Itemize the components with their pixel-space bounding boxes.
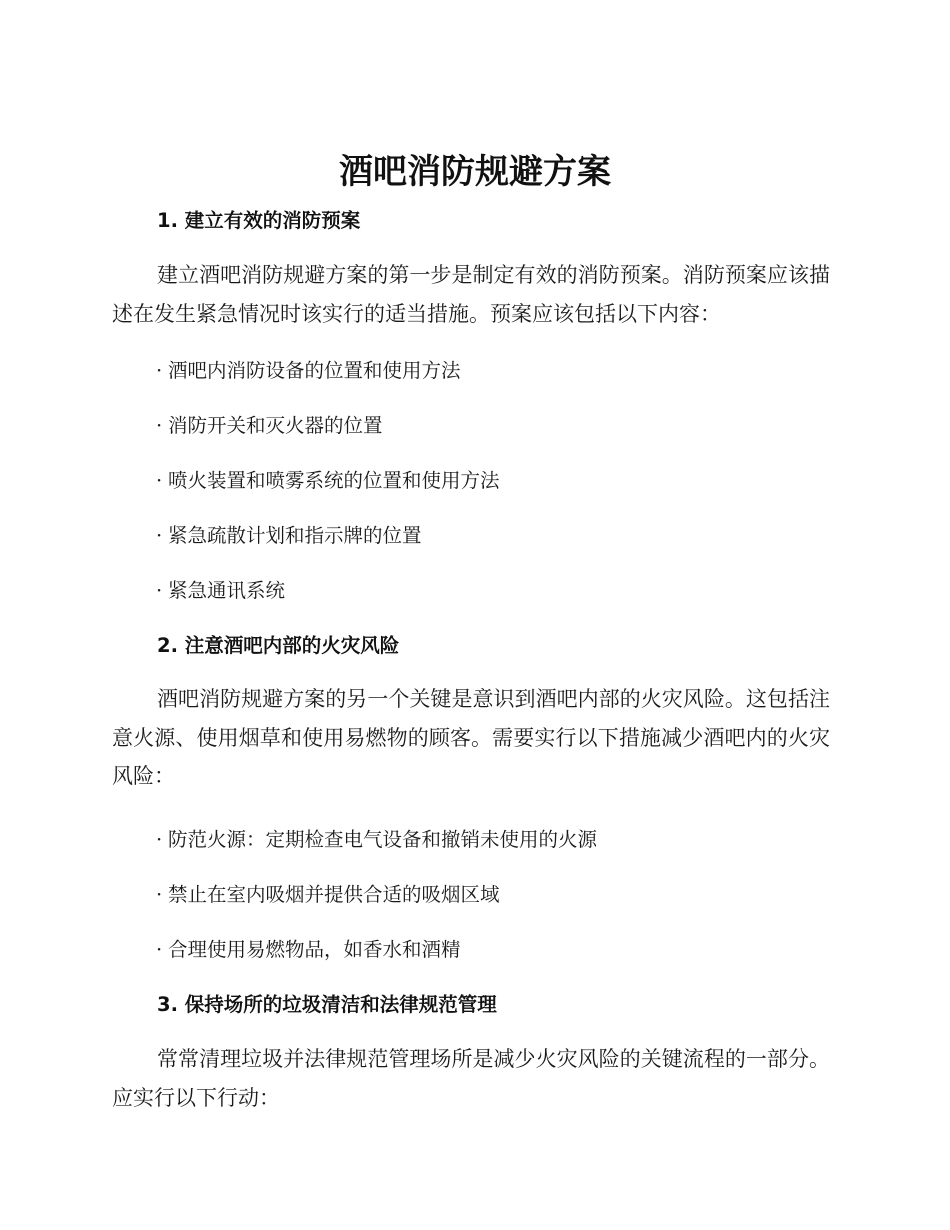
section-3-heading: 3. 保持场所的垃圾清洁和法律规范管理 (157, 993, 497, 1016)
list-item: · 禁止在室内吸烟并提供合适的吸烟区域 (156, 880, 500, 910)
list-item: · 紧急疏散计划和指示牌的位置 (156, 521, 422, 551)
page-title: 酒吧消防规避方案 (339, 152, 611, 192)
list-item: · 合理使用易燃物品，如香水和酒精 (156, 935, 461, 965)
list-item: · 酒吧内消防设备的位置和使用方法 (156, 356, 461, 386)
section-2-heading: 2. 注意酒吧内部的火灾风险 (157, 634, 400, 657)
list-item: · 喷火装置和喷雾系统的位置和使用方法 (156, 466, 500, 496)
bullet-icon: · (156, 828, 163, 851)
section-2-paragraph: 酒吧消防规避方案的另一个关键是意识到酒吧内部的火灾风险。这包括注意火源、使用烟草和使用易燃物的顾客。需要实行以下措施减少酒吧内的火灾风险： (112, 687, 830, 788)
bullet-icon: · (156, 524, 163, 547)
bullet-icon: · (156, 469, 163, 492)
bullet-icon: · (156, 579, 163, 602)
list-item: · 防范火源：定期检查电气设备和撤销未使用的火源 (156, 825, 597, 855)
bullet-icon: · (156, 883, 163, 906)
bullet-icon: · (156, 938, 163, 961)
section-1-paragraph: 建立酒吧消防规避方案的第一步是制定有效的消防预案。消防预案应该描述在发生紧急情况时该实行的适当措施。预案应该包括以下内容： (112, 263, 830, 326)
section-1-heading: 1. 建立有效的消防预案 (157, 209, 361, 232)
list-item: · 消防开关和灭火器的位置 (156, 411, 383, 441)
bullet-icon: · (156, 414, 163, 437)
list-item: · 紧急通讯系统 (156, 576, 285, 606)
bullet-icon: · (156, 359, 163, 382)
section-3-paragraph: 常常清理垃圾并法律规范管理场所是减少火灾风险的关键流程的一部分。应实行以下行动： (112, 1047, 830, 1110)
